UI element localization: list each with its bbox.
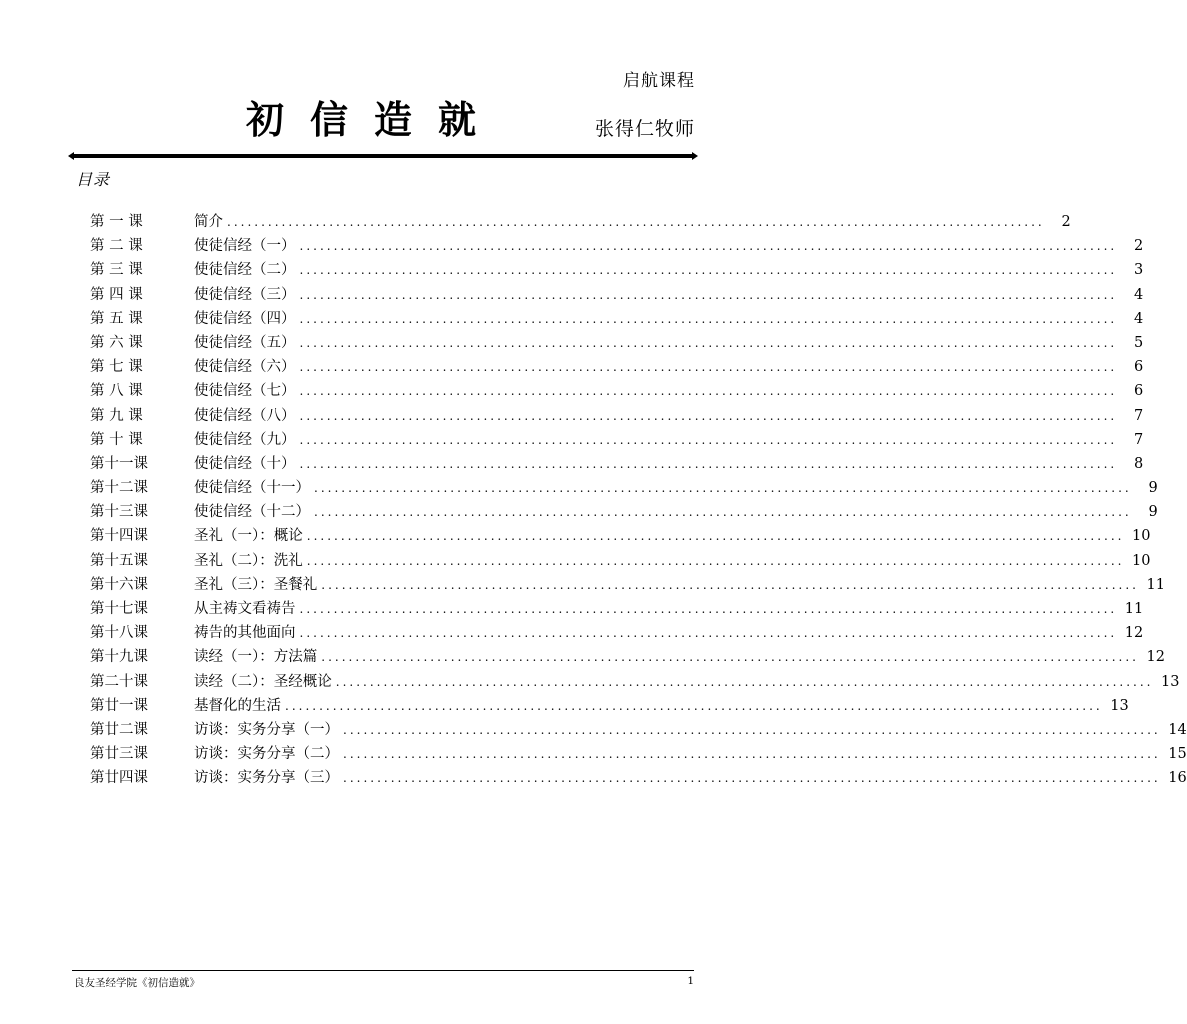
toc-dot-leader: ........................................................................................................................ (285, 698, 1103, 713)
toc-entry (90, 210, 1071, 234)
toc-lesson-title: 祷告的其他面向 (194, 625, 296, 642)
toc-lesson-title: 使徒信经（九） (194, 431, 296, 448)
toc-lesson-number: 第 七 课 (90, 359, 143, 376)
toc-dot-leader: ........................................................................................................................ (306, 529, 1125, 544)
toc-title-cell (194, 500, 1136, 521)
toc-title-cell (194, 766, 1165, 787)
toc-page-number: 2 (1061, 214, 1071, 230)
toc-lesson-number: 第十三课 (90, 504, 148, 521)
toc-dot-leader: ........................................................................................................................ (227, 215, 1045, 229)
toc-title-cell (194, 355, 1121, 376)
toc-dot-leader: ........................................................................................................................ (299, 408, 1118, 423)
toc-lesson-number: 第 九 课 (90, 407, 143, 424)
toc-dot-leader: ........................................................................................................................ (335, 674, 1154, 689)
toc-page-number: 16 (1168, 770, 1187, 787)
toc-title-cell (194, 283, 1121, 304)
course-series: 启航课程 (623, 71, 695, 91)
toc-entry (90, 621, 1144, 645)
toc-entry (90, 379, 1144, 403)
toc-page-number: 9 (1148, 480, 1158, 497)
toc-lesson-title: 使徒信经（十二） (194, 504, 310, 521)
toc-lesson-number: 第 三 课 (90, 262, 143, 279)
toc-entry (90, 404, 1144, 428)
footer-page-number: 1 (687, 975, 694, 987)
toc-entry (90, 428, 1144, 452)
toc-lesson-title: 从主祷文看祷告 (194, 601, 296, 617)
toc-heading: 目录 (76, 170, 111, 189)
toc-entry (90, 694, 1129, 718)
toc-lesson-title: 访谈：实务分享（三） (194, 770, 339, 787)
toc-lesson-title: 读经（二）：圣经概论 (194, 673, 332, 690)
toc-title-cell (194, 645, 1143, 666)
toc-title-cell (194, 621, 1121, 642)
toc-lesson-number: 第 八 课 (90, 383, 143, 400)
toc-page-number: 13 (1110, 697, 1129, 714)
toc-lesson-title: 使徒信经（二） (194, 262, 296, 279)
toc-lesson-number: 第廿二课 (90, 721, 148, 738)
toc-lesson-number: 第 四 课 (90, 286, 143, 303)
toc-title-cell (194, 718, 1165, 739)
toc-title-cell (194, 694, 1107, 715)
header-rule (72, 154, 694, 158)
toc-page-number: 6 (1134, 359, 1144, 376)
toc-dot-leader: ........................................................................................................................ (299, 456, 1118, 471)
toc-entry (90, 524, 1151, 548)
toc-page-number: 10 (1132, 552, 1151, 569)
toc-title-cell (194, 549, 1128, 570)
toc-lesson-title: 访谈：实务分享（二） (194, 746, 339, 763)
toc-lesson-title: 读经（一）：方法篇 (194, 649, 318, 666)
toc-lesson-number: 第十七课 (90, 601, 148, 617)
toc-lesson-title: 访谈：实务分享（一） (194, 721, 339, 738)
toc-lesson-number: 第十四课 (90, 528, 148, 545)
toc-entry (90, 549, 1151, 573)
toc-entry (90, 766, 1187, 790)
toc-lesson-number: 第 二 课 (90, 238, 143, 255)
footer-rule (72, 970, 694, 971)
toc-entry (90, 742, 1187, 766)
toc-lesson-title: 使徒信经（四） (194, 310, 296, 327)
toc-lesson-title: 使徒信经（五） (194, 334, 296, 351)
toc-lesson-title: 圣礼（一）：概论 (194, 528, 303, 545)
toc-title-cell (194, 331, 1121, 352)
toc-dot-leader: ........................................................................................................................ (343, 722, 1161, 737)
toc-dot-leader: ........................................................................................................................ (314, 481, 1132, 496)
toc-page-number: 14 (1168, 721, 1187, 738)
toc-entry (90, 452, 1144, 476)
toc-page-number: 9 (1148, 504, 1158, 521)
toc-dot-leader: ........................................................................................................................ (314, 505, 1132, 520)
document-title: 初信造就 (246, 97, 503, 142)
toc-lesson-number: 第 六 课 (90, 334, 143, 351)
toc-title-cell (194, 597, 1121, 618)
toc-title-cell (194, 670, 1157, 691)
toc-entry (90, 645, 1165, 669)
toc-lesson-number: 第十六课 (90, 576, 148, 593)
toc-title-cell (194, 742, 1165, 763)
toc-title-cell (194, 524, 1128, 545)
toc-lesson-title: 使徒信经（六） (194, 359, 296, 376)
toc-entry (90, 307, 1144, 331)
toc-page-number: 2 (1134, 238, 1144, 255)
toc-title-cell (194, 307, 1121, 328)
author-name: 张得仁牧师 (594, 118, 695, 140)
toc-lesson-number: 第十二课 (90, 480, 148, 497)
footer-source: 良友圣经学院《初信造就》 (74, 977, 200, 989)
toc-page-number: 12 (1124, 625, 1144, 642)
toc-lesson-title: 使徒信经（十一） (194, 480, 310, 497)
toc-lesson-title: 简介 (194, 214, 223, 230)
toc-dot-leader: ........................................................................................................................ (299, 384, 1118, 399)
toc-lesson-title: 使徒信经（八） (194, 407, 296, 424)
toc-title-cell (194, 379, 1121, 400)
toc-lesson-title: 使徒信经（三） (194, 286, 296, 303)
toc-entry (90, 331, 1144, 355)
toc-dot-leader: ........................................................................................................................ (321, 577, 1139, 592)
toc-title-cell (194, 476, 1136, 497)
toc-dot-leader: ........................................................................................................................ (299, 432, 1118, 447)
toc-page-number: 12 (1146, 649, 1165, 666)
toc-page-number: 11 (1124, 601, 1144, 617)
toc-title-cell (194, 428, 1121, 449)
toc-entry (90, 283, 1144, 307)
toc-lesson-number: 第十九课 (90, 649, 148, 666)
toc-entry (90, 258, 1144, 282)
toc-dot-leader: ........................................................................................................................ (299, 602, 1118, 616)
toc-page-number: 4 (1134, 310, 1144, 327)
toc-page-number: 11 (1146, 576, 1165, 593)
toc-dot-leader: ........................................................................................................................ (299, 239, 1118, 254)
toc-dot-leader: ........................................................................................................................ (321, 650, 1139, 665)
toc-entry (90, 573, 1165, 597)
toc-dot-leader: ........................................................................................................................ (299, 626, 1118, 641)
toc-lesson-title: 使徒信经（十） (194, 455, 296, 472)
toc-lesson-title: 圣礼（二）：洗礼 (194, 552, 303, 569)
toc-title-cell (194, 573, 1143, 594)
toc-entry (90, 234, 1144, 258)
toc-dot-leader: ........................................................................................................................ (306, 553, 1125, 568)
toc-dot-leader: ........................................................................................................................ (299, 335, 1118, 350)
toc-entry (90, 718, 1187, 742)
toc-page-number: 6 (1134, 383, 1144, 400)
toc-lesson-title: 圣礼（三）：圣餐礼 (194, 576, 318, 593)
toc-page-number: 7 (1134, 431, 1144, 448)
toc-page-number: 13 (1161, 673, 1180, 690)
toc-dot-leader: ........................................................................................................................ (299, 311, 1118, 326)
toc-page-number: 7 (1134, 407, 1144, 424)
toc-entry (90, 355, 1144, 379)
toc-lesson-number: 第十一课 (90, 455, 148, 472)
toc-page-number: 10 (1132, 528, 1151, 545)
toc-lesson-number: 第十五课 (90, 552, 148, 569)
toc-lesson-title: 使徒信经（七） (194, 383, 296, 400)
toc-page-number: 8 (1134, 455, 1144, 472)
toc-title-cell (194, 210, 1049, 231)
toc-entry (90, 476, 1158, 500)
toc-title-cell (194, 452, 1121, 473)
toc-dot-leader: ........................................................................................................................ (343, 747, 1161, 762)
toc-lesson-number: 第廿四课 (90, 770, 148, 787)
toc-lesson-title: 基督化的生活 (194, 697, 281, 714)
toc-page-number: 4 (1134, 286, 1144, 303)
toc-lesson-number: 第廿一课 (90, 697, 148, 714)
toc-lesson-number: 第 五 课 (90, 310, 143, 327)
toc-lesson-number: 第 十 课 (90, 431, 143, 448)
toc-page-number: 3 (1134, 262, 1144, 279)
toc-title-cell (194, 234, 1121, 255)
toc-dot-leader: ........................................................................................................................ (299, 287, 1118, 302)
toc-page-number: 5 (1134, 334, 1144, 351)
toc-lesson-number: 第二十课 (90, 673, 148, 690)
toc-entry (90, 670, 1180, 694)
toc-lesson-number: 第十八课 (90, 625, 148, 642)
toc-dot-leader: ........................................................................................................................ (299, 263, 1118, 278)
toc-dot-leader: ........................................................................................................................ (299, 360, 1118, 375)
toc-dot-leader: ........................................................................................................................ (343, 771, 1161, 786)
toc-lesson-number: 第廿三课 (90, 746, 148, 763)
table-of-contents (90, 210, 1187, 791)
toc-title-cell (194, 404, 1121, 425)
toc-title-cell (194, 258, 1121, 279)
toc-lesson-title: 使徒信经（一） (194, 238, 296, 255)
toc-entry (90, 597, 1144, 621)
toc-entry (90, 500, 1158, 524)
toc-page-number: 15 (1168, 746, 1187, 763)
toc-lesson-number: 第 一 课 (90, 214, 143, 230)
